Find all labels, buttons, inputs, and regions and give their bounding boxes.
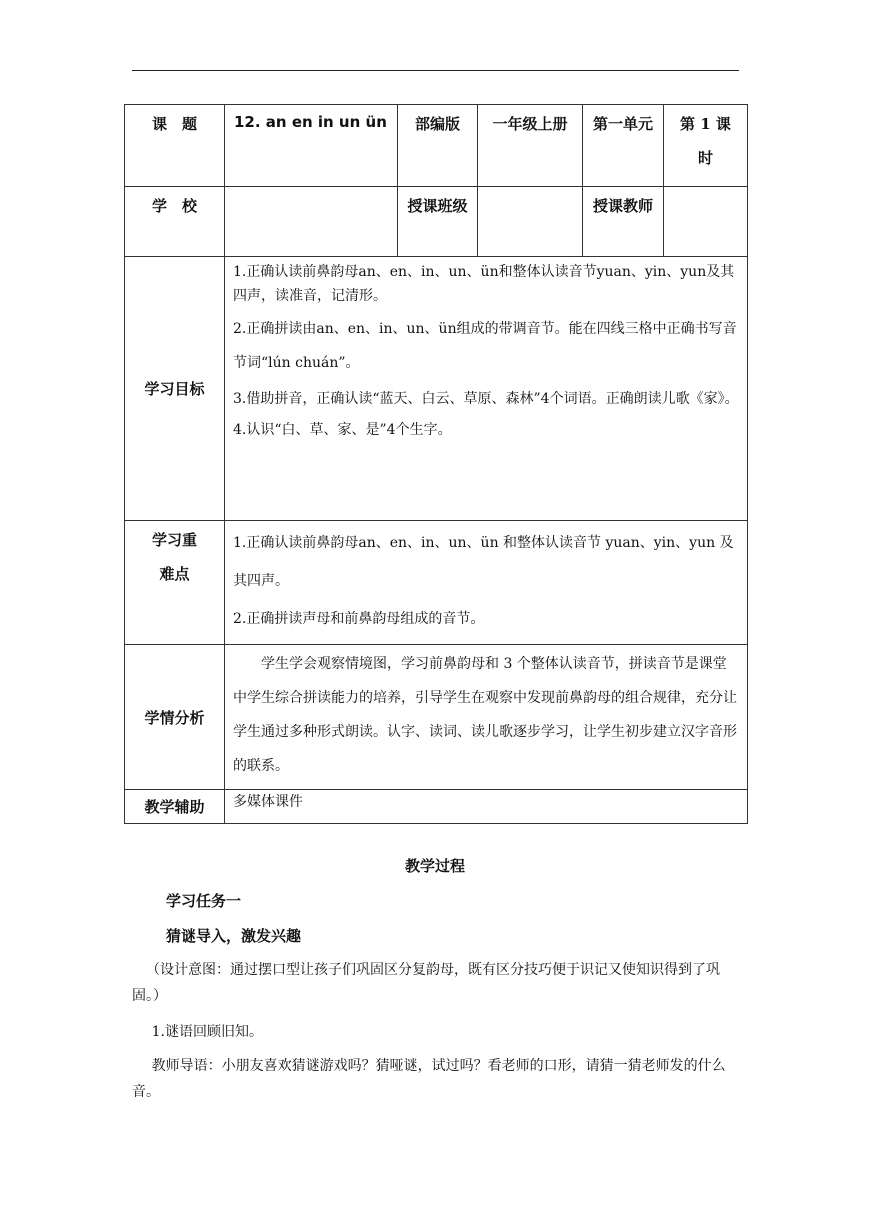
school-value bbox=[225, 187, 398, 257]
table-row bbox=[125, 105, 748, 187]
label-key-points: 学习重难点 bbox=[125, 521, 225, 645]
table-row bbox=[125, 187, 748, 257]
objective-item: 3.借助拼音，正确认读“蓝天、白云、草原、森林”4个词语。正确朗读儿歌《家》。 bbox=[233, 391, 739, 407]
label-teacher: 授课教师 bbox=[583, 187, 664, 257]
table-row bbox=[125, 521, 748, 645]
objective-item: 4.认识“白、草、家、是”4个生字。 bbox=[233, 422, 452, 438]
label-class: 授课班级 bbox=[398, 187, 478, 257]
unit: 第一单元 bbox=[583, 105, 664, 187]
edition: 部编版 bbox=[398, 105, 478, 187]
label-aids: 教学辅助 bbox=[125, 790, 225, 824]
table-row bbox=[125, 790, 748, 824]
task-label: 学习任务一 bbox=[166, 892, 242, 910]
period: 第 1 课时 bbox=[664, 105, 748, 187]
teacher-intro: 教师导语：小朋友喜欢猜谜游戏吗？猜哑谜，试过吗？看老师的口形，请猜一猜老师发的什么音。 bbox=[132, 1058, 726, 1100]
class-value bbox=[478, 187, 583, 257]
key-points-cell bbox=[225, 521, 748, 645]
lesson-plan-table bbox=[124, 104, 748, 824]
objectives-cell bbox=[225, 257, 748, 521]
analysis-cell bbox=[225, 645, 748, 790]
label-objectives: 学习目标 bbox=[125, 257, 225, 521]
label-topic: 课 题 bbox=[125, 105, 225, 187]
lesson-title: 12. an en in un ün bbox=[225, 105, 398, 187]
table-row bbox=[125, 257, 748, 521]
teacher-value bbox=[664, 187, 748, 257]
task-title: 猜谜导入，激发兴趣 bbox=[166, 927, 302, 945]
label-analysis: 学情分析 bbox=[125, 645, 225, 790]
header-rule bbox=[132, 70, 739, 71]
step-1: 1.谜语回顾旧知。 bbox=[151, 1024, 263, 1040]
grade: 一年级上册 bbox=[478, 105, 583, 187]
process-heading: 教学过程 bbox=[404, 857, 465, 875]
label-school: 学 校 bbox=[125, 187, 225, 257]
table-row bbox=[125, 645, 748, 790]
objective-item: 2.正确拼读由an、en、in、un、ün组成的带调音节。能在四线三格中正确书写音节词“lún chuán”。 bbox=[233, 321, 737, 371]
analysis-text: 学生学会观察情境图，学习前鼻韵母和 3 个整体认读音节，拼读音节是课堂中学生综合拼读能力的培养，引导学生在观察中发现前鼻韵母的组合规律，充分让学生通过多种形式朗读。认字、读词、读儿歌逐步学习，让学生初步建立汉字音形的联系。 bbox=[233, 656, 737, 774]
key-point-item: 2.正确拼读声母和前鼻韵母组成的音节。 bbox=[233, 611, 485, 627]
design-intent: （设计意图：通过摆口型让孩子们巩固区分复韵母，既有区分技巧便于识记又使知识得到了巩固。） bbox=[132, 962, 720, 1004]
objective-item: 1.正确认读前鼻韵母an、en、in、un、ün和整体认读音节yuan、yin、yun及其四声，读准音，记清形。 bbox=[233, 264, 735, 304]
key-point-item: 1.正确认读前鼻韵母an、en、in、un、ün 和整体认读音节 yuan、yin、yun 及其四声。 bbox=[233, 535, 734, 589]
aids-value: 多媒体课件 bbox=[225, 790, 748, 824]
